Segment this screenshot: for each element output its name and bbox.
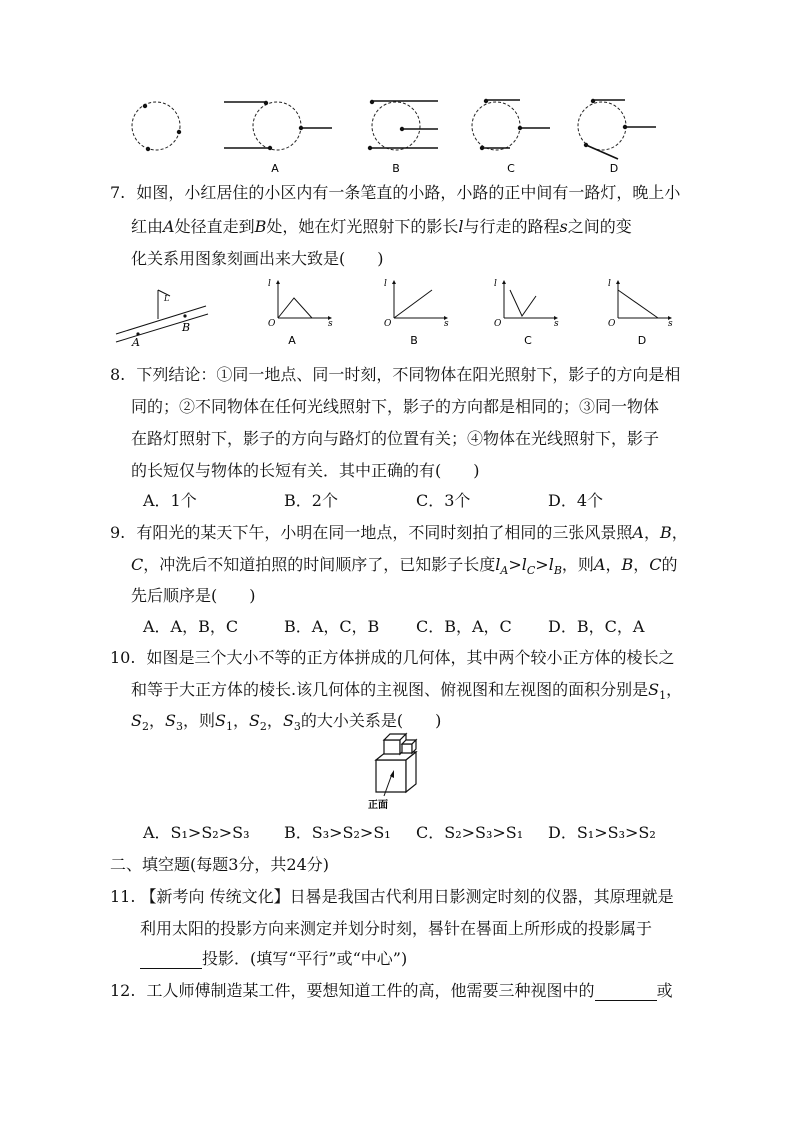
q6-label-b: B (392, 162, 400, 174)
q9-l: l (495, 555, 501, 574)
q9-line2c: 的 (661, 555, 678, 574)
q9-gt: > (535, 555, 549, 574)
q10-option-c[interactable]: C．S₂>S₃>S₁ (416, 823, 524, 842)
q8-line3: 在路灯照射下，影子的方向与路灯的位置有关；④物体在光线照射下，影子 (131, 429, 660, 448)
q9-option-d[interactable]: D．B，C，A (548, 617, 645, 636)
q7-road-diagram (116, 290, 208, 348)
q10-option-d[interactable]: D．S₁>S₃>S₂ (548, 823, 656, 842)
q9-option-b[interactable]: B．A，C，B (284, 617, 380, 636)
q7-axis-s: s (554, 319, 559, 329)
q7-graph-d (608, 279, 673, 347)
q11-line1: 【新考向 传统文化】日晷是我国古代利用日影测定时刻的仪器，其原理就是 (140, 887, 674, 906)
q10-comma: ， (148, 711, 165, 730)
q7-origin: O (268, 319, 276, 329)
q10-sub-2: 2 (259, 720, 267, 734)
q12-line1: 工人师傅制造某工件，要想知道工件的高，他需要三种视图中的 (146, 981, 595, 1000)
q7-axis-l: l (384, 279, 387, 289)
q6-label-a: A (271, 162, 279, 174)
q6-label-c: C (507, 162, 515, 174)
q7-axis-l: l (608, 279, 611, 289)
q7-var-s: s (559, 217, 568, 236)
section-2-title: 二、填空题(每题3分，共24分) (110, 855, 330, 874)
q12-answer-blank[interactable] (595, 982, 657, 1001)
q7-label-d: D (637, 334, 647, 347)
q11-answer-blank[interactable] (140, 950, 202, 969)
q10-line3b: 的大小关系是( ) (300, 711, 442, 730)
q7-label-a: A (288, 334, 296, 347)
q7-figure (112, 276, 682, 348)
q10-s: S (648, 680, 660, 699)
q7-origin: O (384, 319, 392, 329)
q7-var-a: A (163, 217, 175, 236)
q9-comma: ， (643, 523, 660, 542)
q7-axis-s: s (328, 319, 333, 329)
q6-option-b-diagram (368, 100, 438, 174)
q10-comma: ， (666, 680, 683, 699)
q10-sub-3: 3 (175, 720, 183, 734)
q9-var-a: A (593, 555, 606, 574)
q10-sub-1: 1 (225, 720, 233, 734)
q6-figure (120, 92, 680, 174)
q8-option-a[interactable]: A．1个 (143, 491, 197, 510)
q10-option-b[interactable]: B．S₃>S₂>S₁ (284, 823, 391, 842)
q10-line3a: ，则 (182, 711, 215, 730)
q12-number: 12. (110, 981, 136, 1000)
q7-lamp-label: L (164, 294, 170, 303)
q8-line4: 的长短仅与物体的长短有关．其中正确的有( ) (131, 461, 480, 480)
q9-option-a[interactable]: A．A，B，C (143, 617, 239, 636)
q7-origin: O (608, 319, 616, 329)
q6-label-d: D (609, 162, 619, 174)
q9-var-c: C (649, 555, 662, 574)
q10-sub-1: 1 (659, 689, 667, 703)
q12-line1b: 或 (656, 981, 673, 1000)
q9-var-c: C (131, 555, 144, 574)
q7-point-b: B (182, 321, 191, 334)
q7-line2-part: 与行走的路程 (463, 217, 560, 236)
q10-number: 10. (110, 648, 136, 667)
q10-sub-2: 2 (141, 720, 149, 734)
q9-line2b: ，则 (561, 555, 594, 574)
q9-l: l (548, 555, 554, 574)
q9-number: 9. (110, 523, 126, 542)
q10-cube-figure (362, 730, 434, 812)
q9-line2: ，冲洗后不知道拍照的时间顺序了，已知影子长度 (143, 555, 496, 574)
q10-sub-3: 3 (293, 720, 301, 734)
q10-line2: 和等于大正方体的棱长.该几何体的主视图、俯视图和左视图的面积分别是 (131, 680, 649, 699)
q7-label-c: C (524, 334, 532, 347)
q9-option-c[interactable]: C．B，A，C (416, 617, 512, 636)
q7-line1: 如图，小红居住的小区内有一条笔直的小路，小路的正中间有一路灯，晚上小 (136, 183, 681, 202)
q7-graph-c (494, 279, 559, 347)
q6-option-d-diagram (578, 99, 656, 174)
q6-option-a-diagram (224, 101, 332, 174)
q7-graph-b (384, 279, 449, 347)
q7-number: 7. (110, 183, 126, 202)
q7-line2-part: 处，她在灯光照射下的影长 (266, 217, 459, 236)
q9-line1: 有阳光的某天下午，小明在同一地点，不同时刻拍了相同的三张风景照 (136, 523, 633, 542)
q7-axis-s: s (444, 319, 449, 329)
q10-line1: 如图是三个大小不等的正方体拼成的几何体，其中两个较小正方体的棱长之 (146, 648, 675, 667)
q10-comma: ， (266, 711, 283, 730)
q7-var-l: l (458, 217, 464, 236)
q8-option-c[interactable]: C．3个 (416, 491, 471, 510)
q7-axis-s: s (668, 319, 673, 329)
q11-number: 11. (110, 887, 136, 906)
q9-comma: ， (633, 555, 650, 574)
q7-graph-a (268, 279, 333, 347)
q7-line2-part: 处径直走到 (174, 217, 255, 236)
q10-s: S (248, 711, 260, 730)
q10-front-label: 正面 (368, 800, 388, 811)
q7-line2-part: 红由 (131, 217, 164, 236)
q9-sub-a: A (500, 564, 509, 578)
q11-line3: 投影．(填写“平行”或“中心”) (202, 949, 408, 968)
q9-var-a: A (632, 523, 644, 542)
q7-axis-l: l (268, 279, 271, 289)
q10-s: S (164, 711, 176, 730)
q7-label-b: B (410, 334, 418, 347)
q10-s: S (131, 711, 142, 730)
q8-line1: 下列结论：①同一地点、同一时刻，不同物体在阳光照射下，影子的方向是相 (136, 365, 681, 384)
q7-var-b: B (254, 217, 267, 236)
q8-line2: 同的；②不同物体在任何光线照射下，影子的方向都是相同的；③同一物体 (131, 397, 660, 416)
q9-var-b: B (621, 555, 634, 574)
q8-number: 8. (110, 365, 126, 384)
q10-comma: ， (232, 711, 249, 730)
q7-origin: O (494, 319, 502, 329)
q8-option-b[interactable]: B．2个 (284, 491, 338, 510)
q9-comma: ， (671, 523, 688, 542)
q9-comma: ， (605, 555, 622, 574)
q7-line3: 化关系用图象刻画出来大致是( ) (131, 249, 384, 268)
q9-var-b: B (659, 523, 672, 542)
q7-point-a: A (132, 336, 140, 348)
q7-line2-part: 之间的变 (567, 217, 632, 236)
q9-line3: 先后顺序是( ) (131, 586, 256, 605)
q8-option-d[interactable]: D．4个 (548, 491, 604, 510)
q10-s: S (282, 711, 294, 730)
q9-sub-c: C (526, 564, 536, 578)
q10-option-a[interactable]: A．S₁>S₂>S₃ (143, 823, 250, 842)
q9-sub-b: B (553, 564, 562, 578)
q9-l: l (521, 555, 527, 574)
q11-line2: 利用太阳的投影方向来测定并划分时刻，晷针在晷面上所形成的投影属于 (140, 919, 653, 938)
q6-option-c-diagram (472, 99, 550, 174)
q9-gt: > (508, 555, 522, 574)
q7-axis-l: l (494, 279, 497, 289)
q10-s: S (214, 711, 226, 730)
q6-original-diagram (132, 102, 181, 151)
